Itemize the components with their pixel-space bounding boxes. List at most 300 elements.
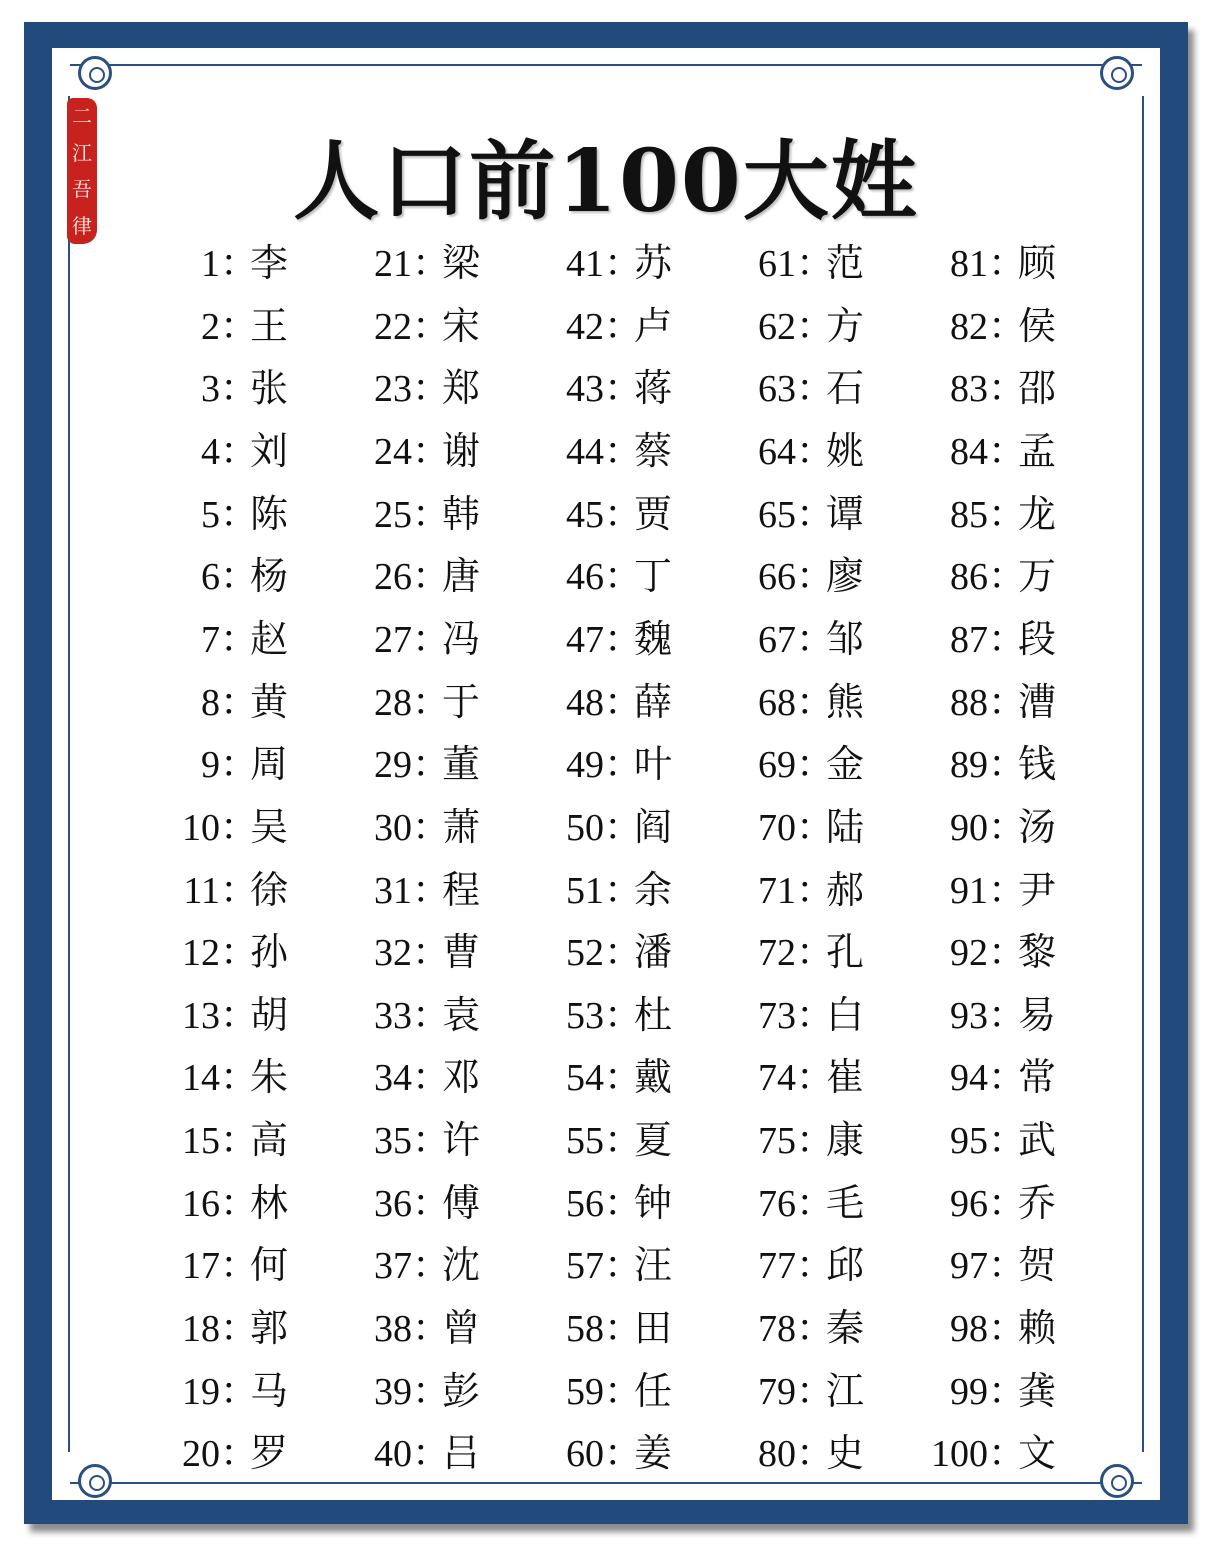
surname-name: 田 bbox=[634, 1306, 673, 1351]
surname-rank: 5 bbox=[201, 493, 220, 536]
surname-rank: 14 bbox=[182, 1057, 220, 1100]
surname-name: 郝 bbox=[826, 867, 865, 912]
surname-name: 高 bbox=[250, 1118, 289, 1163]
surname-rank: 30 bbox=[374, 806, 412, 849]
surname-entry bbox=[352, 990, 480, 1040]
surname-entry bbox=[544, 363, 672, 413]
surname-name: 何 bbox=[250, 1243, 289, 1288]
surname-rank: 10 bbox=[182, 806, 220, 849]
separator: ： bbox=[988, 932, 1027, 975]
surname-entry bbox=[736, 1178, 864, 1228]
surname-rank: 49 bbox=[566, 744, 604, 787]
surname-name: 谭 bbox=[826, 491, 865, 536]
surname-rank: 35 bbox=[374, 1120, 412, 1163]
surname-rank: 84 bbox=[950, 430, 988, 473]
surname-name: 汪 bbox=[634, 1243, 673, 1288]
surname-entry bbox=[160, 1240, 288, 1290]
surname-entry bbox=[544, 551, 672, 601]
surname-rank: 13 bbox=[182, 994, 220, 1037]
surname-rank: 88 bbox=[950, 681, 988, 724]
surname-entry bbox=[352, 927, 480, 977]
surname-rank: 58 bbox=[566, 1308, 604, 1351]
surname-entry bbox=[736, 301, 864, 351]
separator: ： bbox=[988, 1308, 1027, 1351]
surname-name: 黄 bbox=[250, 679, 289, 724]
surname-entry bbox=[352, 865, 480, 915]
corner-ornament-top-left bbox=[78, 56, 112, 90]
separator: ： bbox=[604, 1308, 643, 1351]
separator: ： bbox=[412, 1120, 451, 1163]
surname-rank: 70 bbox=[758, 806, 796, 849]
surname-entry bbox=[352, 1366, 480, 1416]
surname-entry bbox=[928, 489, 1056, 539]
surname-entry bbox=[736, 1240, 864, 1290]
surname-rank: 34 bbox=[374, 1057, 412, 1100]
separator: ： bbox=[220, 1057, 259, 1100]
surname-entry bbox=[928, 927, 1056, 977]
surname-entry bbox=[352, 1303, 480, 1353]
separator: ： bbox=[604, 994, 643, 1037]
surname-name: 苏 bbox=[634, 241, 673, 285]
surname-rank: 24 bbox=[374, 430, 412, 473]
surname-entry bbox=[544, 802, 672, 852]
separator: ： bbox=[220, 994, 259, 1037]
surname-entry bbox=[736, 927, 864, 977]
surname-rank: 85 bbox=[950, 493, 988, 536]
surname-name: 康 bbox=[826, 1118, 865, 1163]
surname-entry bbox=[736, 426, 864, 476]
surname-entry bbox=[928, 1303, 1056, 1353]
separator: ： bbox=[796, 618, 835, 661]
surname-name: 万 bbox=[1018, 554, 1057, 599]
separator: ： bbox=[220, 430, 259, 473]
surname-entry bbox=[928, 1115, 1056, 1165]
surname-rank: 44 bbox=[566, 430, 604, 473]
surname-name: 陈 bbox=[250, 491, 289, 536]
surname-name: 阎 bbox=[634, 804, 673, 849]
surname-entry bbox=[352, 1240, 480, 1290]
surname-entry bbox=[160, 1428, 288, 1478]
surname-name: 叶 bbox=[634, 742, 673, 787]
surname-entry bbox=[928, 1366, 1056, 1416]
separator: ： bbox=[988, 493, 1027, 536]
surname-name: 乔 bbox=[1018, 1180, 1057, 1225]
separator: ： bbox=[604, 368, 643, 411]
separator: ： bbox=[796, 1120, 835, 1163]
surname-entry bbox=[736, 802, 864, 852]
surname-name: 龙 bbox=[1018, 491, 1057, 536]
surname-rank: 27 bbox=[374, 618, 412, 661]
surname-name: 文 bbox=[1018, 1431, 1057, 1476]
surname-name: 常 bbox=[1018, 1055, 1057, 1100]
surname-name: 方 bbox=[826, 303, 865, 348]
separator: ： bbox=[412, 1308, 451, 1351]
separator: ： bbox=[988, 1245, 1027, 1288]
surname-rank: 4 bbox=[201, 430, 220, 473]
surname-name: 韩 bbox=[442, 491, 481, 536]
separator: ： bbox=[796, 869, 835, 912]
surname-entry bbox=[928, 1178, 1056, 1228]
surname-rank: 59 bbox=[566, 1370, 604, 1413]
separator: ： bbox=[988, 806, 1027, 849]
separator: ： bbox=[220, 556, 259, 599]
surname-rank: 55 bbox=[566, 1120, 604, 1163]
surname-rank: 68 bbox=[758, 681, 796, 724]
surname-name: 曾 bbox=[442, 1306, 481, 1351]
surname-name: 马 bbox=[250, 1368, 289, 1413]
separator: ： bbox=[796, 1057, 835, 1100]
surname-rank: 95 bbox=[950, 1120, 988, 1163]
surname-name: 崔 bbox=[826, 1055, 865, 1100]
surname-entry bbox=[928, 677, 1056, 727]
surname-name: 石 bbox=[826, 366, 865, 411]
surname-rank: 75 bbox=[758, 1120, 796, 1163]
separator: ： bbox=[220, 1120, 259, 1163]
surname-name: 邓 bbox=[442, 1055, 481, 1100]
surname-rank: 43 bbox=[566, 368, 604, 411]
surname-entry bbox=[544, 1178, 672, 1228]
separator: ： bbox=[604, 1182, 643, 1225]
separator: ： bbox=[796, 994, 835, 1037]
surname-name: 邱 bbox=[826, 1243, 865, 1288]
separator: ： bbox=[412, 932, 451, 975]
surname-name: 漕 bbox=[1018, 679, 1057, 724]
surname-name: 徐 bbox=[250, 867, 289, 912]
surname-rank: 87 bbox=[950, 618, 988, 661]
surname-rank: 19 bbox=[182, 1370, 220, 1413]
surname-name: 张 bbox=[250, 366, 289, 411]
surname-entry bbox=[352, 301, 480, 351]
surname-name: 段 bbox=[1018, 616, 1057, 661]
surname-entry bbox=[160, 238, 288, 288]
surname-name: 陆 bbox=[826, 804, 865, 849]
separator: ： bbox=[604, 932, 643, 975]
separator: ： bbox=[220, 1433, 259, 1476]
surname-rank: 81 bbox=[950, 243, 988, 285]
separator: ： bbox=[988, 1433, 1027, 1476]
surname-entry bbox=[352, 677, 480, 727]
surname-entry bbox=[736, 363, 864, 413]
surname-rank: 94 bbox=[950, 1057, 988, 1100]
surname-rank: 36 bbox=[374, 1182, 412, 1225]
surname-name: 白 bbox=[826, 992, 865, 1037]
separator: ： bbox=[604, 1120, 643, 1163]
separator: ： bbox=[796, 493, 835, 536]
separator: ： bbox=[412, 744, 451, 787]
surname-rank: 41 bbox=[566, 243, 604, 285]
separator: ： bbox=[604, 1433, 643, 1476]
surname-entry bbox=[352, 802, 480, 852]
surname-name: 杜 bbox=[634, 992, 673, 1037]
surname-name: 曹 bbox=[442, 930, 481, 975]
surname-entry bbox=[160, 301, 288, 351]
surname-name: 钟 bbox=[634, 1180, 673, 1225]
surname-rank: 73 bbox=[758, 994, 796, 1037]
surname-name: 邹 bbox=[826, 616, 865, 661]
surname-rank: 7 bbox=[201, 618, 220, 661]
surname-entry bbox=[928, 1428, 1056, 1478]
separator: ： bbox=[412, 1245, 451, 1288]
page-title: 人口前100大姓 bbox=[293, 131, 919, 232]
surname-entry bbox=[160, 927, 288, 977]
surname-name: 董 bbox=[442, 742, 481, 787]
surname-name: 周 bbox=[250, 742, 289, 787]
surname-entry bbox=[928, 551, 1056, 601]
surname-entry bbox=[928, 865, 1056, 915]
separator: ： bbox=[796, 1245, 835, 1288]
surname-name: 刘 bbox=[250, 428, 289, 473]
surname-entry bbox=[928, 802, 1056, 852]
surname-rank: 29 bbox=[374, 744, 412, 787]
surname-name: 钱 bbox=[1018, 742, 1057, 787]
surname-rank: 22 bbox=[374, 305, 412, 348]
surname-rank: 97 bbox=[950, 1245, 988, 1288]
surname-entry bbox=[736, 614, 864, 664]
surname-rank: 45 bbox=[566, 493, 604, 536]
surname-entry bbox=[160, 1303, 288, 1353]
surname-rank: 28 bbox=[374, 681, 412, 724]
separator: ： bbox=[604, 869, 643, 912]
surname-name: 姚 bbox=[826, 428, 865, 473]
separator: ： bbox=[796, 681, 835, 724]
surname-entry bbox=[736, 1052, 864, 1102]
surname-rank: 71 bbox=[758, 869, 796, 912]
surname-rank: 80 bbox=[758, 1433, 796, 1476]
surname-rank: 92 bbox=[950, 932, 988, 975]
surname-entry bbox=[544, 927, 672, 977]
surname-name: 黎 bbox=[1018, 930, 1057, 975]
surname-name: 冯 bbox=[442, 616, 481, 661]
surname-rank: 15 bbox=[182, 1120, 220, 1163]
separator: ： bbox=[220, 493, 259, 536]
surname-entry bbox=[160, 1052, 288, 1102]
surname-entry bbox=[160, 426, 288, 476]
surname-rank: 47 bbox=[566, 618, 604, 661]
surname-name: 吴 bbox=[250, 804, 289, 849]
separator: ： bbox=[220, 243, 259, 285]
surname-entry bbox=[736, 865, 864, 915]
separator: ： bbox=[988, 368, 1027, 411]
surname-entry bbox=[736, 489, 864, 539]
surname-name: 夏 bbox=[634, 1118, 673, 1163]
separator: ： bbox=[412, 994, 451, 1037]
surname-name: 吕 bbox=[442, 1431, 481, 1476]
surname-entry bbox=[736, 1428, 864, 1478]
surname-rank: 69 bbox=[758, 744, 796, 787]
surname-name: 贺 bbox=[1018, 1243, 1057, 1288]
surname-rank: 6 bbox=[201, 556, 220, 599]
surname-entry bbox=[928, 614, 1056, 664]
surname-name: 尹 bbox=[1018, 867, 1057, 912]
surname-rank: 25 bbox=[374, 493, 412, 536]
surname-entry bbox=[352, 614, 480, 664]
separator: ： bbox=[412, 556, 451, 599]
surname-rank: 82 bbox=[950, 305, 988, 348]
separator: ： bbox=[220, 681, 259, 724]
separator: ： bbox=[412, 430, 451, 473]
surname-entry bbox=[544, 238, 672, 288]
red-seal-stamp: 二 江 吾 律 bbox=[67, 98, 97, 244]
surname-entry bbox=[736, 1303, 864, 1353]
separator: ： bbox=[796, 932, 835, 975]
surname-rank: 90 bbox=[950, 806, 988, 849]
surname-rank: 76 bbox=[758, 1182, 796, 1225]
surname-entry bbox=[160, 1366, 288, 1416]
separator: ： bbox=[604, 493, 643, 536]
surname-name: 赵 bbox=[250, 616, 289, 661]
separator: ： bbox=[412, 1433, 451, 1476]
surname-rank: 23 bbox=[374, 368, 412, 411]
separator: ： bbox=[412, 1057, 451, 1100]
surname-name: 唐 bbox=[442, 554, 481, 599]
surname-name: 金 bbox=[826, 742, 865, 787]
surname-name: 杨 bbox=[250, 554, 289, 599]
surname-entry bbox=[352, 363, 480, 413]
surname-rank: 18 bbox=[182, 1308, 220, 1351]
surname-rank: 48 bbox=[566, 681, 604, 724]
surname-rank: 16 bbox=[182, 1182, 220, 1225]
separator: ： bbox=[988, 430, 1027, 473]
separator: ： bbox=[796, 1433, 835, 1476]
surname-entry bbox=[160, 1178, 288, 1228]
surname-entry bbox=[160, 614, 288, 664]
surname-name: 许 bbox=[442, 1118, 481, 1163]
separator: ： bbox=[796, 305, 835, 348]
separator: ： bbox=[412, 305, 451, 348]
separator: ： bbox=[412, 368, 451, 411]
surname-entry bbox=[352, 551, 480, 601]
surname-entry bbox=[352, 1052, 480, 1102]
surname-rank: 17 bbox=[182, 1245, 220, 1288]
surname-entry bbox=[160, 363, 288, 413]
surname-rank: 11 bbox=[183, 869, 220, 912]
surname-entry bbox=[736, 238, 864, 288]
separator: ： bbox=[988, 305, 1027, 348]
surname-name: 毛 bbox=[826, 1180, 865, 1225]
separator: ： bbox=[412, 1370, 451, 1413]
surname-entry bbox=[928, 739, 1056, 789]
corner-ornament-bottom-left bbox=[78, 1464, 112, 1498]
surname-entry bbox=[544, 739, 672, 789]
surname-name: 孙 bbox=[250, 930, 289, 975]
surname-entry bbox=[928, 363, 1056, 413]
surname-rank: 89 bbox=[950, 744, 988, 787]
surname-rank: 56 bbox=[566, 1182, 604, 1225]
surname-name: 李 bbox=[250, 241, 289, 285]
surname-name: 赖 bbox=[1018, 1306, 1057, 1351]
separator: ： bbox=[412, 681, 451, 724]
separator: ： bbox=[988, 1182, 1027, 1225]
inner-border-right bbox=[1142, 96, 1144, 1452]
separator: ： bbox=[988, 1370, 1027, 1413]
surname-name: 孔 bbox=[826, 930, 865, 975]
surname-name: 袁 bbox=[442, 992, 481, 1037]
separator: ： bbox=[220, 1182, 259, 1225]
surname-rank: 93 bbox=[950, 994, 988, 1037]
separator: ： bbox=[604, 618, 643, 661]
surname-name: 任 bbox=[634, 1368, 673, 1413]
surname-entry bbox=[544, 426, 672, 476]
surname-entry bbox=[160, 739, 288, 789]
surname-entry bbox=[352, 426, 480, 476]
surname-name: 薛 bbox=[634, 679, 673, 724]
surname-entry bbox=[544, 1428, 672, 1478]
surname-name: 史 bbox=[826, 1431, 865, 1476]
surname-name: 姜 bbox=[634, 1431, 673, 1476]
separator: ： bbox=[220, 932, 259, 975]
surname-entry bbox=[544, 489, 672, 539]
surname-name: 萧 bbox=[442, 804, 481, 849]
separator: ： bbox=[604, 1370, 643, 1413]
separator: ： bbox=[604, 556, 643, 599]
surname-entry bbox=[352, 1115, 480, 1165]
separator: ： bbox=[412, 806, 451, 849]
surname-name: 顾 bbox=[1018, 241, 1057, 285]
surname-rank: 39 bbox=[374, 1370, 412, 1413]
separator: ： bbox=[412, 493, 451, 536]
separator: ： bbox=[796, 1308, 835, 1351]
separator: ： bbox=[220, 1370, 259, 1413]
separator: ： bbox=[220, 618, 259, 661]
surname-entry bbox=[160, 489, 288, 539]
surname-name: 余 bbox=[634, 867, 673, 912]
surname-rank: 78 bbox=[758, 1308, 796, 1351]
surname-entry bbox=[928, 1052, 1056, 1102]
surname-entry bbox=[352, 1428, 480, 1478]
separator: ： bbox=[412, 618, 451, 661]
surname-rank: 65 bbox=[758, 493, 796, 536]
surname-rank: 100 bbox=[931, 1433, 988, 1476]
surname-rank: 98 bbox=[950, 1308, 988, 1351]
surname-name: 王 bbox=[250, 303, 289, 348]
surname-rank: 31 bbox=[374, 869, 412, 912]
surname-name: 龚 bbox=[1018, 1368, 1057, 1413]
surname-entry bbox=[352, 1178, 480, 1228]
surname-entry bbox=[544, 614, 672, 664]
separator: ： bbox=[796, 243, 835, 285]
separator: ： bbox=[988, 994, 1027, 1037]
surname-name: 侯 bbox=[1018, 303, 1057, 348]
separator: ： bbox=[796, 1182, 835, 1225]
separator: ： bbox=[988, 1057, 1027, 1100]
surname-name: 胡 bbox=[250, 992, 289, 1037]
surname-name: 沈 bbox=[442, 1243, 481, 1288]
surname-rank: 52 bbox=[566, 932, 604, 975]
surname-rank: 50 bbox=[566, 806, 604, 849]
separator: ： bbox=[604, 1245, 643, 1288]
surname-rank: 60 bbox=[566, 1433, 604, 1476]
surname-rank: 72 bbox=[758, 932, 796, 975]
surname-rank: 64 bbox=[758, 430, 796, 473]
surname-rank: 66 bbox=[758, 556, 796, 599]
surname-entry bbox=[544, 301, 672, 351]
surname-entry bbox=[736, 990, 864, 1040]
corner-ornament-top-right bbox=[1100, 56, 1134, 90]
surname-entry bbox=[544, 1115, 672, 1165]
surname-name: 梁 bbox=[442, 241, 481, 285]
surname-entry bbox=[928, 301, 1056, 351]
surname-rank: 32 bbox=[374, 932, 412, 975]
separator: ： bbox=[220, 1245, 259, 1288]
surname-name: 卢 bbox=[634, 303, 673, 348]
corner-ornament-bottom-right bbox=[1100, 1464, 1134, 1498]
surname-entry bbox=[928, 238, 1056, 288]
surname-rank: 33 bbox=[374, 994, 412, 1037]
surname-rank: 54 bbox=[566, 1057, 604, 1100]
surname-entry bbox=[544, 677, 672, 727]
surname-rank: 8 bbox=[201, 681, 220, 724]
surname-name: 江 bbox=[826, 1368, 865, 1413]
